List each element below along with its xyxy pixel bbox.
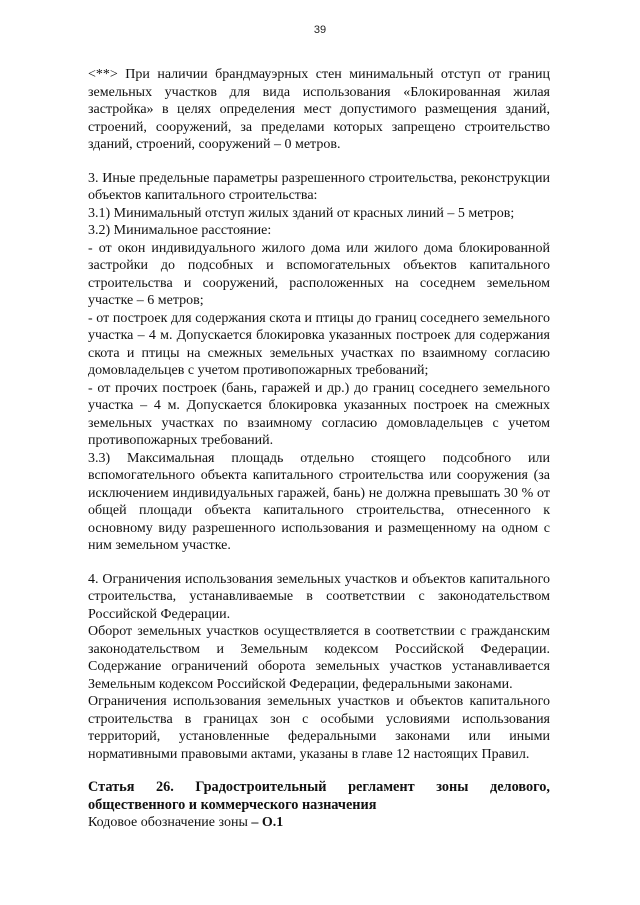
document-body: [88, 66, 550, 832]
item-3-3: 3.3) Максимальная площадь отдельно стоящего подсобного или вспомогательного объекта капитального строительства или сооружения (за исключением индивидуальных гаражей, бань) не должна превышать 30 % от общей площади объекта капитального строительства, отнесенного к основному виду разрешенного использования и размещенному на одном с ним земельном участке.: [88, 450, 550, 553]
bullet-other-buildings: - от прочих построек (бань, гаражей и др.) до границ соседнего земельного участка – 4 м. Допускается блокировка указанных построек на смежных земельных участках по взаимному согласию домовладельцев с учетом противопожарных требований.: [88, 380, 550, 448]
zone-code-value: – О.1: [247, 815, 284, 830]
footnote-paragraph: <**> При наличии брандмауэрных стен минимальный отступ от границ земельных участков для вида использования «Блокированная жилая застройка» в целях определения мест допустимого размещения зданий, строений, сооружений, за пределами которых запрещено строительство зданий, строений, сооружений – 0 метров.: [88, 67, 550, 152]
section-gap: [88, 555, 550, 571]
section-gap: [88, 154, 550, 170]
zone-code-line: [88, 814, 550, 832]
bullet-windows-distance: - от окон индивидуального жилого дома или жилого дома блокированной застройки до подсобных и вспомогательных объектов капитального строительства и сооружений, расположенных на соседнем земельном участке – 6 метров;: [88, 240, 550, 308]
section-4-paragraph-1: Оборот земельных участков осуществляется в соответствии с гражданским законодательством и Земельным кодексом Российской Федерации. Содержание ограничений оборота земельных участков устанавливается Земельным кодексом Российской Федерации, федеральными законами.: [88, 624, 550, 692]
section-gap: [88, 763, 550, 779]
item-3-1: 3.1) Минимальный отступ жилых зданий от красных линий – 5 метров;: [88, 205, 515, 221]
zone-code-label: Кодовое обозначение зоны: [88, 815, 248, 830]
section-4-title: 4. Ограничения использования земельных участков и объектов капитального строительства, устанавливаемые в соответствии с законодательством Российской Федерации.: [88, 571, 550, 622]
page-number: 39: [313, 24, 327, 36]
item-3-2: 3.2) Минимальное расстояние:: [88, 223, 272, 238]
article-heading: Статья 26. Градостроительный регламент зоны делового, общественного и коммерческого назначения: [88, 779, 550, 813]
section-3-title: 3. Иные предельные параметры разрешенного строительства, реконструкции объектов капитального строительства:: [88, 170, 550, 203]
bullet-livestock-buildings: - от построек для содержания скота и птицы до границ соседнего земельного участка – 4 м. Допускается блокировка указанных построек для содержания скота и птицы на смежных земельных участках по взаимному согласию домовладельцев с учетом противопожарных требований;: [88, 310, 550, 378]
section-4-paragraph-2: Ограничения использования земельных участков и объектов капитального строительства в границах зон с особыми условиями использования территорий, установленные федеральными законами или иными нормативными правовыми актами, указаны в главе 12 настоящих Правил.: [88, 694, 550, 762]
